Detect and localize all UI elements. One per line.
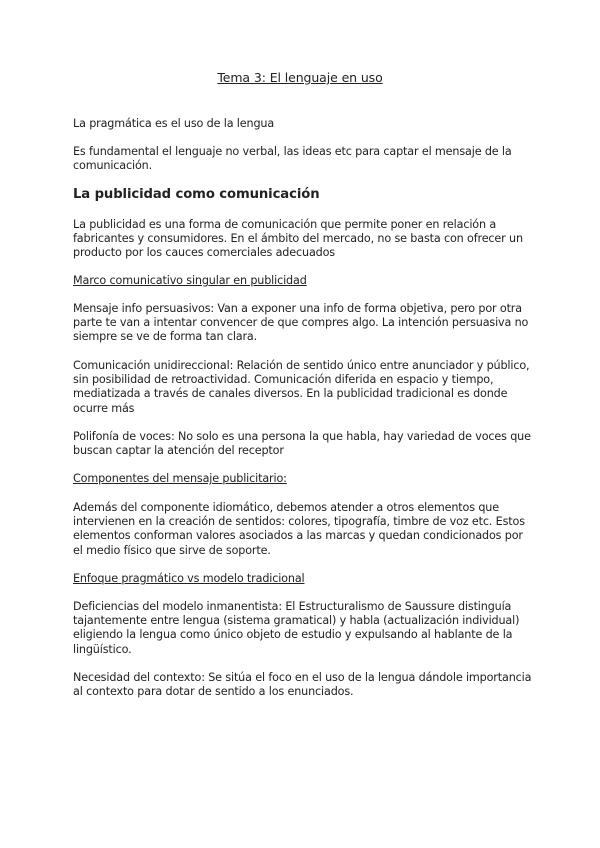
page-title: Tema 3: El lenguaje en uso [217,70,383,85]
subheading-componentes: Componentes del mensaje publicitario: [73,472,287,485]
paragraph-comunicacion-unidireccional: Comunicación unidireccional: Relación de sentido único entre anunciador y público, sin posibilidad de retroactividad. Comunicación diferida en espacio y tiempo, mediatizada a través de canales diversos. En la publicidad tradicional es donde ocurre más [73,359,530,415]
paragraph-necesidad-contexto: Necesidad del contexto: Se sitúa el foco en el uso de la lengua dándole importancia al contexto para dotar de sentido a los enunciados. [73,671,532,699]
paragraph-mensaje-persuasivo: Mensaje info persuasivos: Van a exponer una info de forma objetiva, pero por otra parte te van a intentar convencer de que compres algo. La intención persuasiva no siempre se ve de forma tan clara. [73,302,529,344]
paragraph-polifonia: Polifonía de voces: No solo es una persona la que habla, hay variedad de voces que buscan captar la atención del receptor [73,430,531,458]
subheading-enfoque-pragmatico: Enfoque pragmático vs modelo tradicional [73,572,305,585]
paragraph-publicidad: La publicidad es una forma de comunicación que permite poner en relación a fabricantes y consumidores. En el ámbito del mercado, no se basta con ofrecer un producto por los cauces comerciales adecuados [73,218,523,260]
paragraph-modelo-inmanentista: Deficiencias del modelo inmanentista: El Estructuralismo de Saussure distinguía tajantemente entre lengua (sistema gramatical) y habla (actualización individual) eligiendo la lengua como único objeto de estudio y expulsando al hablante de la lingüístico. [73,600,520,656]
paragraph-componentes: Además del componente idiomático, debemos atender a otros elementos que intervienen en la creación de sentidos: colores, tipografía, timbre de voz etc. Estos elementos conforman valores asociados a las marcas y quedan condicionados por el medio físico que sirve de soporte. [73,501,525,557]
paragraph-non-verbal: Es fundamental el lenguaje no verbal, las ideas etc para captar el mensaje de la comunicación. [73,145,512,173]
subheading-marco-comunicativo: Marco comunicativo singular en publicidad [73,274,307,287]
paragraph-definition: La pragmática es el uso de la lengua [73,117,275,130]
section-heading-publicidad: La publicidad como comunicación [73,187,320,202]
